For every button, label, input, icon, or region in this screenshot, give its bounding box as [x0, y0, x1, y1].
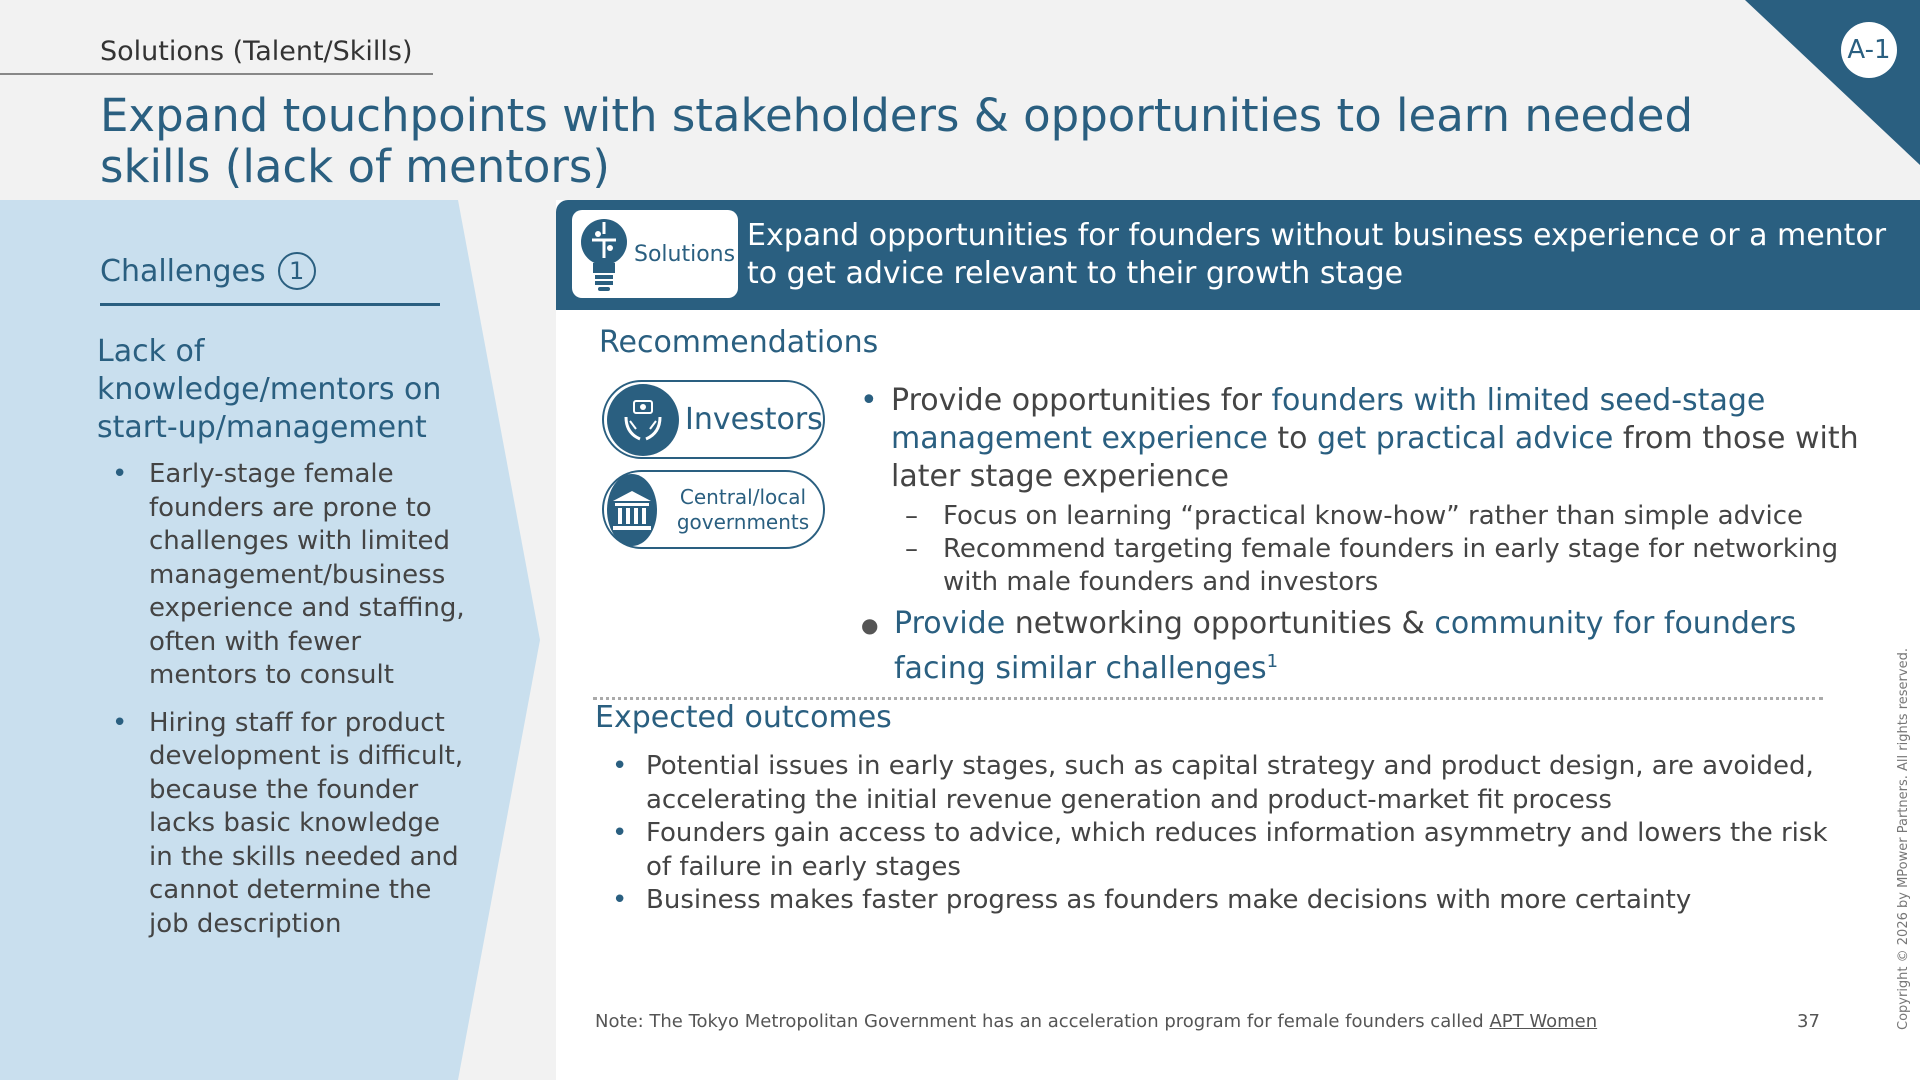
outcome-item: • Founders gain access to advice, which reduces information asymmetry and lowers the risk of failure in early stages [612, 817, 1842, 884]
section-label: Solutions (Talent/Skills) [100, 36, 413, 67]
recommendations-list [858, 382, 1868, 688]
rec-highlight: Provide [894, 606, 1006, 641]
rec-text: from those with later stage experience [891, 421, 1859, 494]
footnote-marker: 1 [1266, 651, 1279, 672]
outcomes-list [612, 750, 1842, 918]
recommendation-subitem: – Focus on learning “practical know-how” rather than simple advice [858, 500, 1868, 533]
challenge-bullet: • Hiring staff for product development is difficult, because the founder lacks basic knowledge in the skills needed and cannot determine the job description [112, 707, 467, 942]
copyright-notice: Copyright © 2026 by MPower Partners. All rights reserved. [1896, 648, 1911, 1030]
challenge-headline: Lack of knowledge/mentors on start-up/management [97, 334, 442, 445]
footnote [595, 1011, 1597, 1032]
solutions-tag [572, 210, 738, 298]
stakeholder-pill-governments [602, 470, 825, 549]
challenges-title: Challenges [100, 253, 266, 289]
rec-highlight: community for founders facing similar challenges [894, 606, 1797, 686]
solutions-label: Solutions [634, 241, 736, 267]
stakeholder-label: Investors [685, 402, 823, 437]
rec-highlight: founders with limited seed-stage management experience [891, 383, 1766, 456]
rec-highlight: get practical advice [1316, 421, 1614, 456]
lightbulb-puzzle-icon [578, 214, 630, 294]
recommendation-item [858, 382, 1868, 496]
recommendation-item [858, 605, 1868, 688]
challenge-bullet: • Early-stage female founders are prone to challenges with limited management/business experience and staffing, often with fewer mentors to consult [112, 458, 467, 693]
footnote-text: Note: The Tokyo Metropolitan Government has an acceleration program for female founders called [595, 1011, 1490, 1032]
stakeholder-pill-investors [602, 380, 825, 459]
page-title: Expand touchpoints with stakeholders & opportunities to learn needed skills (lack of mentors) [100, 89, 1694, 193]
recommendations-title: Recommendations [599, 325, 879, 360]
outcomes-title: Expected outcomes [595, 700, 892, 735]
page-number: 37 [1797, 1011, 1820, 1032]
corner-triangle [1745, 0, 1920, 165]
rec-text: to [1267, 421, 1317, 456]
government-building-icon [607, 474, 657, 546]
challenges-header [100, 252, 316, 290]
challenges-underline [100, 303, 440, 306]
recommendation-subitem: – Recommend targeting female founders in early stage for networking with male founders and investors [858, 533, 1868, 599]
section-divider [0, 73, 433, 75]
money-hands-icon [607, 384, 679, 456]
challenge-bullets [112, 458, 467, 955]
recommendation-subgroup [858, 500, 1868, 599]
apt-women-link[interactable]: APT Women [1489, 1011, 1598, 1032]
outcome-item: • Business makes faster progress as founders make decisions with more certainty [612, 884, 1842, 918]
slide-badge: A-1 [1841, 22, 1897, 78]
stakeholder-label: Central/local governments [676, 484, 810, 534]
outcome-item: • Potential issues in early stages, such as capital strategy and product design, are avoided, accelerating the initial revenue generation and product-market fit process [612, 750, 1842, 817]
solutions-statement: Expand opportunities for founders without business experience or a mentor to get advice relevant to their growth stage [747, 218, 1887, 291]
recommendation-sublist [858, 500, 1868, 599]
rec-text: networking opportunities & [1005, 606, 1435, 641]
rec-text: Provide opportunities for [891, 383, 1272, 418]
challenge-number-badge: 1 [278, 252, 316, 290]
